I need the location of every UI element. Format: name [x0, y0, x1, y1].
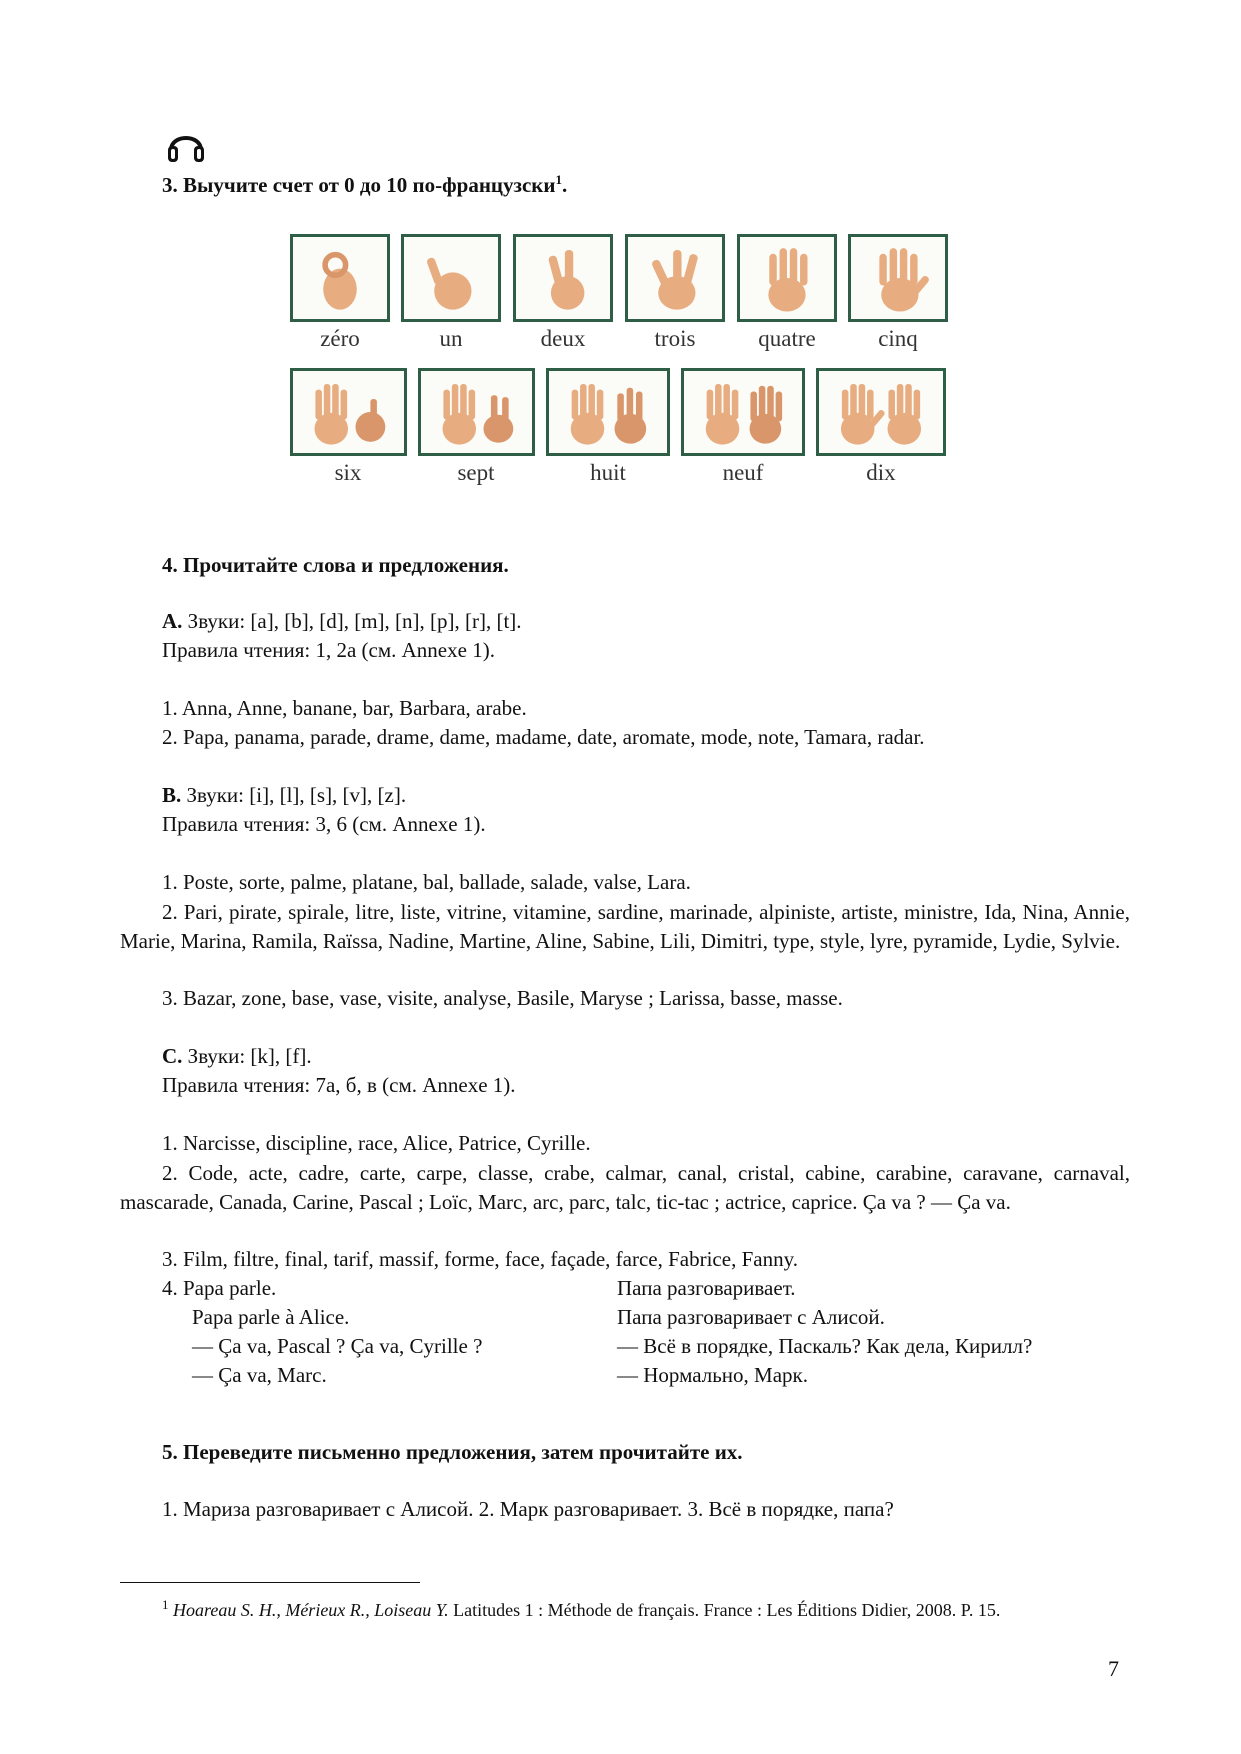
number-label: dix — [866, 460, 896, 485]
section-b-line-2: 2. Pari, pirate, spirale, litre, liste, vitrine, vitamine, sardine, marinade, alpiniste, artiste, ministre, Ida, Nina, Annie, Marie, Marina, Ramila, Raïssa, Nadine, Martine, Aline, Sabine, Lili, Dimitri, type, style, lyre, pyramide, Lydie, Sylvie. — [120, 900, 1130, 953]
number-label: sept — [457, 460, 495, 485]
number-label: deux — [540, 326, 586, 351]
footnote-ref: 1 — [555, 172, 562, 187]
headphones-icon — [166, 126, 206, 164]
section-b-line-1: 1. Poste, sorte, palme, platane, bal, ballade, salade, valse, Lara. — [162, 870, 691, 894]
number-label: huit — [590, 460, 626, 485]
section-a-sounds: A. Звуки: [a], [b], [d], [m], [n], [p], [r], [t]. — [162, 609, 522, 633]
dialog-ru-2: Папа разговаривает с Алисой. — [617, 1305, 885, 1329]
number-label: trois — [654, 326, 696, 351]
hand-card-five — [848, 234, 948, 322]
dialog-ru-3: — Всё в порядке, Паскаль? Как дела, Кирилл? — [617, 1334, 1033, 1358]
dialog-fr-2: Papa parle à Alice. — [192, 1305, 350, 1329]
exercise-5-text: 1. Мариза разговаривает с Алисой. 2. Марк разговаривает. 3. Всё в порядке, папа? — [162, 1497, 894, 1521]
dialog-ru-1: Папа разговаривает. — [617, 1276, 796, 1300]
page-number: 7 — [1108, 1656, 1119, 1681]
hand-card-nine — [681, 368, 805, 456]
number-label: neuf — [722, 460, 764, 485]
footnote-divider — [120, 1582, 420, 1583]
dialog-fr-1: 4. Papa parle. — [162, 1276, 277, 1300]
dialog-ru-4: — Нормально, Марк. — [617, 1363, 808, 1387]
number-label: quatre — [758, 326, 816, 351]
hand-card-eight — [546, 368, 670, 456]
footnote — [120, 1592, 1130, 1623]
dialog-fr-4: — Ça va, Marc. — [192, 1363, 327, 1387]
hand-card-four — [737, 234, 837, 322]
hand-card-two — [513, 234, 613, 322]
exercise-5-title: 5. Переведите письменно предложения, затем прочитайте их. — [162, 1440, 743, 1464]
section-b-line-3: 3. Bazar, zone, base, vase, visite, analyse, Basile, Maryse ; Larissa, basse, masse. — [162, 986, 843, 1010]
hand-card-three — [625, 234, 725, 322]
section-c-line-3: 3. Film, filtre, final, tarif, massif, forme, face, façade, farce, Fabrice, Fanny. — [162, 1247, 798, 1271]
section-c-line-1: 1. Narcisse, discipline, race, Alice, Patrice, Cyrille. — [162, 1131, 591, 1155]
footnote-source: Latitudes 1 : Méthode de français. France : Les Éditions Didier, 2008. P. 15. — [448, 1600, 1001, 1620]
section-b-sounds: B. Звуки: [i], [l], [s], [v], [z]. — [162, 783, 407, 807]
section-c-sounds: C. Звуки: [k], [f]. — [162, 1044, 312, 1068]
section-a-line-1: 1. Anna, Anne, banane, bar, Barbara, arabe. — [162, 696, 527, 720]
dialog-fr-3: — Ça va, Pascal ? Ça va, Cyrille ? — [192, 1334, 483, 1358]
number-label: six — [334, 460, 362, 485]
footnote-mark: 1 — [162, 1597, 169, 1612]
section-a-line-2: 2. Papa, panama, parade, drame, dame, madame, date, aromate, mode, note, Tamara, radar. — [162, 725, 925, 749]
exercise-3-title: 3. Выучите счет от 0 до 10 по-французски$^1$. — [162, 172, 568, 197]
hand-card-ten — [816, 368, 946, 456]
hand-card-six — [290, 368, 407, 456]
hand-card-one — [401, 234, 501, 322]
section-b-rules: Правила чтения: 3, 6 (см. Annexe 1). — [162, 812, 486, 836]
hand-card-zero — [290, 234, 390, 322]
exercise-4-title: 4. Прочитайте слова и предложения. — [162, 553, 509, 577]
section-a-rules: Правила чтения: 1, 2a (см. Annexe 1). — [162, 638, 495, 662]
hand-card-seven — [418, 368, 535, 456]
footnote-authors: Hoareau S. H., Mérieux R., Loiseau Y. — [173, 1600, 449, 1620]
number-label: cinq — [878, 326, 918, 351]
number-label: zéro — [320, 326, 360, 351]
section-c-line-2: 2. Code, acte, cadre, carte, carpe, classe, crabe, calmar, canal, cristal, cabine, carabine, caravane, carnaval, mascarade, Canada, Carine, Pascal ; Loïc, Marc, arc, parc, talc, tic-tac ; actrice, caprice. Ça va ? — Ça va. — [120, 1161, 1130, 1214]
section-c-rules: Правила чтения: 7а, б, в (см. Annexe 1). — [162, 1073, 516, 1097]
number-label: un — [439, 326, 463, 351]
